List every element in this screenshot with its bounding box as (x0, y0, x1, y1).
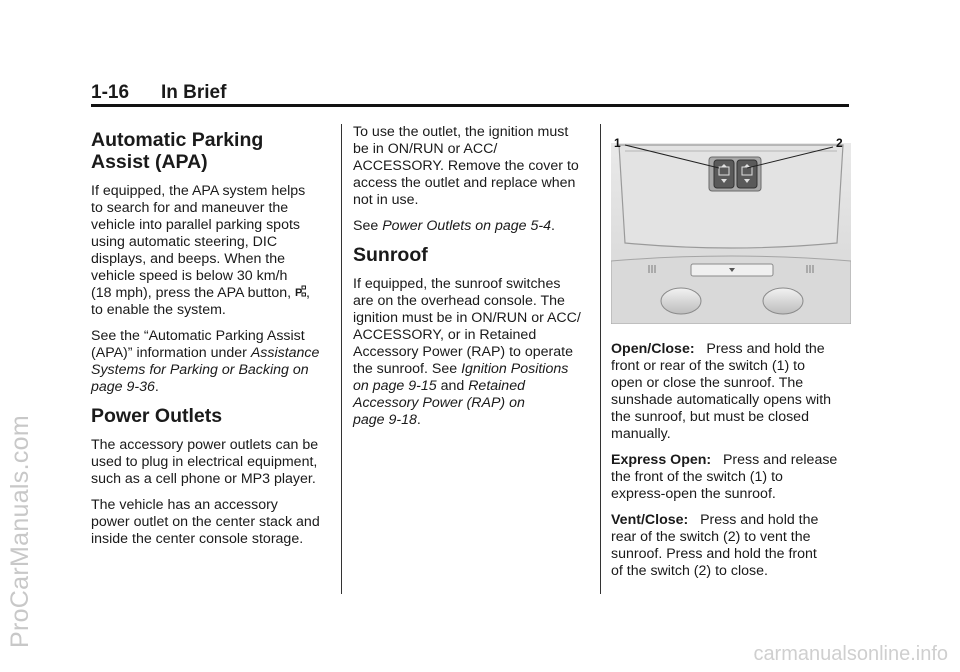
text-line: inside the center console storage. (91, 531, 304, 547)
text-line: displays, and beeps. When the (91, 251, 286, 267)
text-line: (APA)” information under (91, 345, 251, 361)
text-line: ignition must be in ON/RUN or ACC/ (353, 310, 581, 326)
text-line: , (306, 285, 310, 301)
text-line: rear of the switch (2) to vent the (611, 529, 811, 545)
column-divider-2 (600, 124, 601, 594)
cross-reference: page 9-18 (353, 412, 417, 428)
text-line: . (416, 412, 421, 428)
footer-watermark: carmanualsonline.info (753, 643, 948, 665)
cross-reference: Accessory Power (RAP) on (353, 395, 525, 411)
apa-heading-line-2: Assist (APA) (91, 151, 208, 173)
apa-paragraph-1 (91, 183, 329, 319)
text-line: the sunroof. See (353, 361, 462, 377)
side-watermark: ProCarManuals.com (6, 415, 34, 648)
text-line: See the “Automatic Parking Assist (91, 328, 305, 344)
callout-label-2: 2 (836, 136, 843, 150)
cross-reference: Systems for Parking or Backing on (91, 362, 309, 378)
overhead-console-figure (611, 133, 851, 324)
text-line: front or rear of the switch (1) to (611, 358, 805, 374)
text-line: to enable the system. (91, 302, 226, 318)
apa-paragraph-2 (91, 328, 329, 396)
text-line: ACCESSORY, or in Retained (353, 327, 537, 343)
vent-close-paragraph (611, 512, 851, 580)
text-line: open or close the sunroof. The (611, 375, 804, 391)
text-line: Press and hold the (706, 341, 825, 357)
text-line: If equipped, the sunroof switches (353, 276, 561, 292)
outlet-use-paragraph (353, 124, 591, 209)
text-line: (18 mph), press the APA button, (91, 285, 295, 301)
sunroof-paragraph (353, 276, 591, 429)
callout-label-1: 1 (614, 136, 621, 150)
apa-heading (91, 129, 329, 173)
reading-lamp-left (661, 288, 701, 314)
text-line: To use the outlet, the ignition must (353, 124, 569, 140)
cross-reference: Power Outlets on page 5-4 (382, 218, 551, 234)
open-close-paragraph (611, 341, 851, 443)
column-1 (91, 124, 329, 557)
header-rule (91, 104, 849, 107)
outlets-paragraph-1 (91, 437, 329, 488)
text-line: used to plug in electrical equipment, (91, 454, 318, 470)
sunroof-heading: Sunroof (353, 244, 428, 266)
see-outlets-paragraph (353, 218, 591, 235)
text-line: are on the overhead console. The (353, 293, 565, 309)
text-line: vehicle into parallel parking spots (91, 217, 300, 233)
term-label: Vent/Close: (611, 512, 689, 528)
cross-reference: Ignition Positions (461, 361, 569, 377)
cross-reference: Assistance (250, 345, 320, 361)
column-2 (353, 124, 591, 438)
outlets-paragraph-2 (91, 497, 329, 548)
term-label: Open/Close: (611, 341, 695, 357)
svg-text:P: P (295, 287, 303, 299)
text-line: express-open the sunroof. (611, 486, 776, 502)
section-title: In Brief (161, 82, 227, 103)
text-line: not in use. (353, 192, 419, 208)
page-number: 1-16 (91, 82, 130, 103)
text-line: such as a cell phone or MP3 player. (91, 471, 316, 487)
text-line: The vehicle has an accessory (91, 497, 278, 513)
reading-lamp-right (763, 288, 803, 314)
cross-reference: on page 9-15 (353, 378, 437, 394)
text-line: Press and hold the (700, 512, 819, 528)
text-line: of the switch (2) to close. (611, 563, 768, 579)
text-line: The accessory power outlets can be (91, 437, 319, 453)
text-line: the front of the switch (1) to (611, 469, 783, 485)
text-line: See (353, 218, 383, 234)
text-line: the sunroof, but must be closed (611, 409, 809, 425)
text-line: power outlet on the center stack and (91, 514, 320, 530)
text-line: be in ON/RUN or ACC/ (353, 141, 498, 157)
apa-button-icon (295, 285, 306, 299)
column-3 (611, 341, 851, 589)
text-line: using automatic steering, DIC (91, 234, 278, 250)
express-open-paragraph (611, 452, 851, 503)
column-divider-1 (341, 124, 342, 594)
text-line: access the outlet and replace when (353, 175, 576, 191)
text-line: vehicle speed is below 30 km/h (91, 268, 288, 284)
text-line: ACCESSORY. Remove the cover to (353, 158, 579, 174)
cross-reference: Retained (468, 378, 525, 394)
page-header (91, 82, 849, 106)
text-line: to search for and maneuver the (91, 200, 289, 216)
text-line: manually. (611, 426, 671, 442)
apa-heading-line-1: Automatic Parking (91, 129, 264, 151)
text-line: sunroof. Press and hold the front (611, 546, 817, 562)
text-line: and (436, 378, 469, 394)
term-label: Express Open: (611, 452, 712, 468)
text-line: sunshade automatically opens with (611, 392, 832, 408)
power-outlets-heading: Power Outlets (91, 405, 223, 427)
text-line: If equipped, the APA system helps (91, 183, 306, 199)
cross-reference: page 9-36 (91, 379, 155, 395)
text-line: Accessory Power (RAP) to operate (353, 344, 573, 360)
text-line: . (550, 218, 555, 234)
overhead-console-illustration (611, 133, 851, 324)
text-line: . (154, 379, 159, 395)
text-line: Press and release (722, 452, 838, 468)
